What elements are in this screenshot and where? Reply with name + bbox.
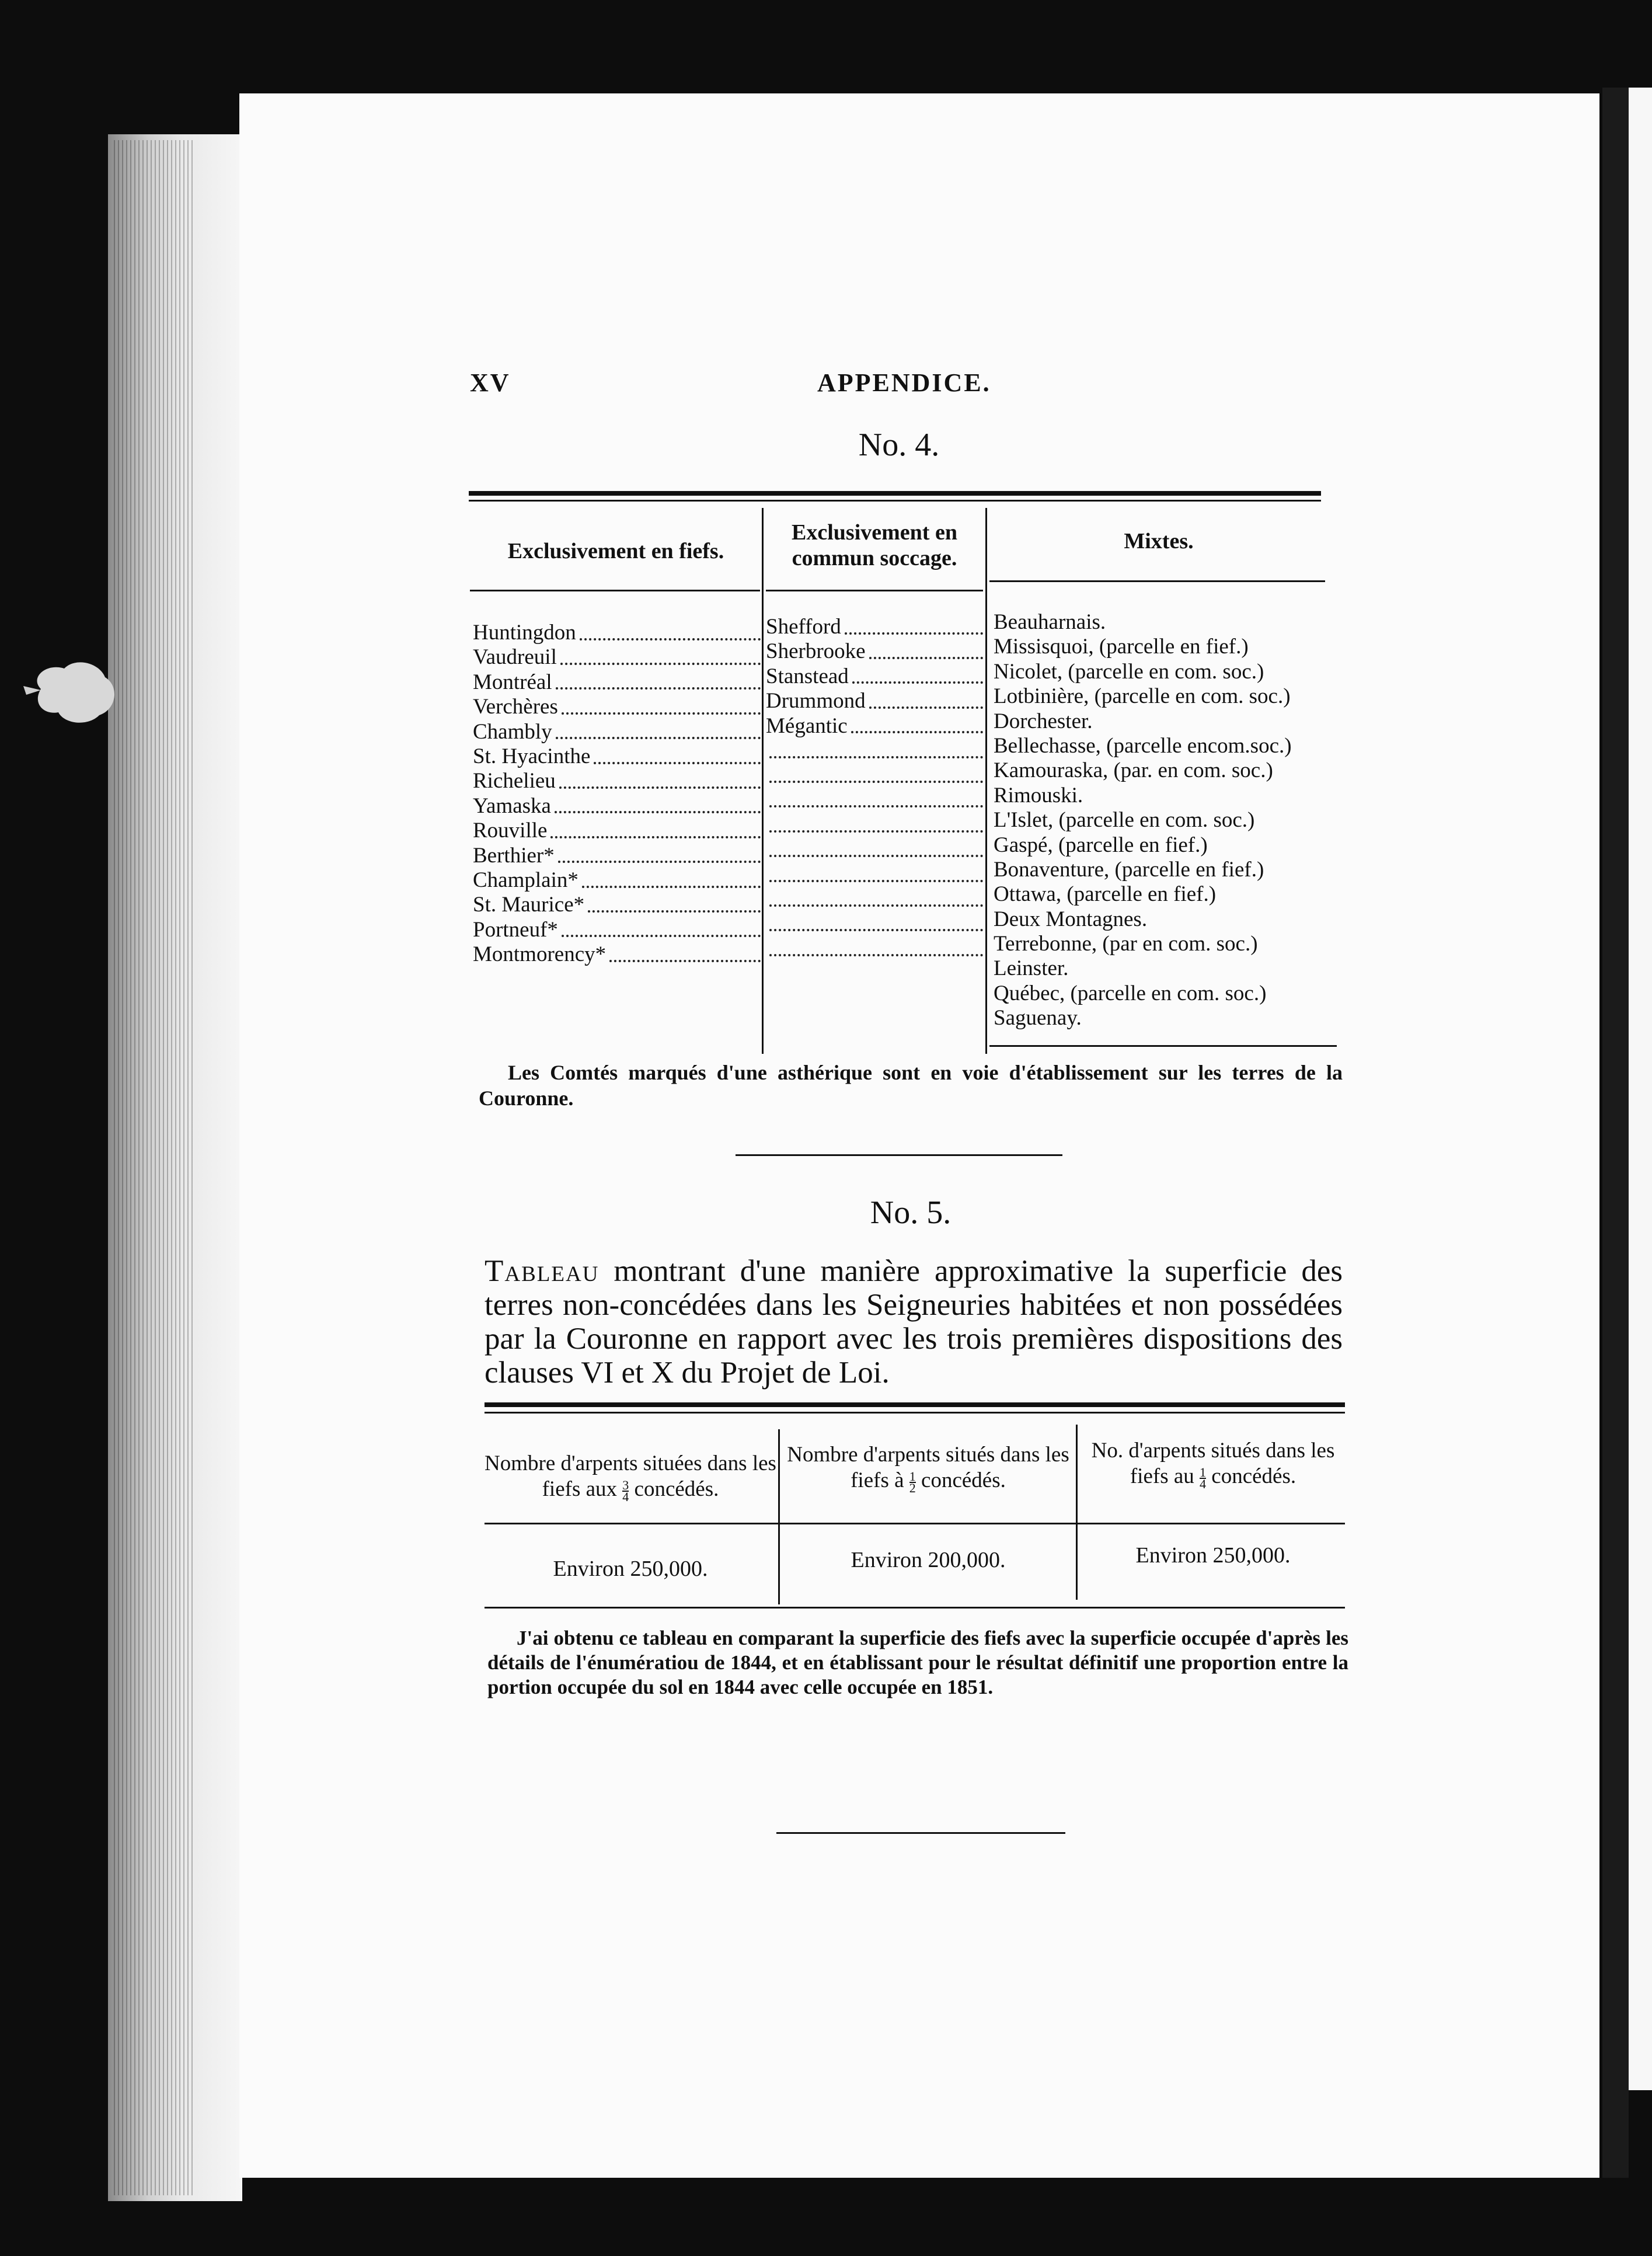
list-item-label: Montmorency* — [473, 942, 607, 967]
running-header: APPENDICE. — [817, 368, 991, 397]
list-item-label: Deux Montagnes. — [994, 907, 1148, 931]
leader-dots — [869, 656, 983, 659]
list-item — [994, 1006, 1338, 1030]
list-item — [994, 709, 1338, 734]
frac-den: 4 — [1200, 1476, 1207, 1491]
t5-col2-text: Nombre d'arpents situés dans les fiefs à — [787, 1443, 1069, 1492]
list-item-label: Kamouraska, (par. en com. soc.) — [994, 758, 1273, 783]
list-item — [473, 893, 761, 917]
list-item-label: L'Islet, (parcelle en com. soc.) — [994, 808, 1255, 833]
list-item — [766, 813, 983, 837]
no5-caption — [485, 1254, 1343, 1390]
table4-head-rule-1 — [470, 590, 760, 591]
no5-caption-rest: montrant d'une manière approximative la superficie des terres non-concédées dans les Seigneuries habitées et non possédées par la Couronne en rapport avec les trois premières dispositions des clauses VI et X du Projet de Loi. — [485, 1254, 1343, 1390]
leader-dots — [769, 756, 983, 758]
leader-dots — [582, 885, 761, 888]
list-item — [994, 734, 1338, 758]
table5-top-rule-thin — [485, 1412, 1345, 1414]
list-item — [994, 610, 1338, 635]
list-item-label: Bonaventure, (parcelle en fief.) — [994, 857, 1264, 882]
paper-blot — [23, 654, 123, 730]
list-item — [994, 932, 1338, 956]
list-item — [766, 862, 983, 887]
leader-dots — [769, 854, 983, 857]
list-item-label: Lotbinière, (parcelle en com. soc.) — [994, 684, 1291, 709]
leader-dots — [769, 953, 983, 956]
document-page — [239, 93, 1599, 2178]
list-item — [766, 838, 983, 862]
leader-dots — [580, 638, 761, 640]
fraction-one-quarter — [1200, 1464, 1207, 1491]
list-item — [994, 758, 1338, 783]
section-divider-1 — [736, 1154, 1062, 1156]
list-item — [766, 739, 983, 763]
frac-den: 4 — [622, 1489, 629, 1504]
list-item-label: Rimouski. — [994, 783, 1083, 807]
list-item — [473, 720, 761, 744]
list-item — [473, 918, 761, 942]
t5-col3-tail: concédés. — [1211, 1464, 1296, 1488]
leader-dots — [594, 761, 761, 764]
frac-num: 3 — [622, 1477, 629, 1492]
leader-dots — [769, 904, 983, 907]
section-title-no5 — [788, 1194, 1033, 1231]
list-item — [766, 887, 983, 911]
list-item — [473, 942, 761, 967]
t5-col1-tail: concédés. — [634, 1477, 719, 1501]
list-item — [473, 794, 761, 819]
list-item — [994, 858, 1338, 882]
list-item-label: Verchères — [473, 695, 558, 719]
list-item-label: Dorchester. — [994, 709, 1093, 733]
leader-dots — [852, 681, 983, 684]
list-item — [994, 833, 1338, 858]
list-item — [994, 635, 1338, 659]
list-item-label: Huntingdon — [473, 621, 576, 645]
frac-num: 1 — [1200, 1464, 1207, 1479]
table5-col-divider-2 — [1076, 1425, 1078, 1600]
list-item — [994, 808, 1338, 833]
col-head-soccage: Exclusivement en commun soccage. — [792, 520, 957, 570]
list-item — [473, 621, 761, 645]
leader-dots — [555, 810, 761, 813]
list-item-label: Ottawa, (parcelle en fief.) — [994, 882, 1217, 907]
leader-dots — [556, 736, 761, 739]
leader-dots — [869, 706, 983, 709]
no5-caption-lead: Tableau — [485, 1254, 600, 1288]
list-item — [994, 660, 1338, 684]
list-item — [994, 981, 1338, 1006]
list-item-label: Nicolet, (parcelle en com. soc.) — [994, 659, 1264, 684]
t5-col2-tail: concédés. — [921, 1468, 1006, 1492]
list-item — [766, 615, 983, 639]
list-item — [766, 664, 983, 689]
table4-col-divider-1 — [762, 508, 764, 1054]
t5-col-head-2 — [782, 1442, 1074, 1493]
table4-top-rule-thin — [469, 500, 1321, 502]
list-item — [994, 907, 1338, 932]
list-item-label: Terrebonne, (par en com. soc.) — [994, 932, 1258, 956]
list-item-label: Gaspé, (parcelle en fief.) — [994, 833, 1208, 857]
table5-bottom-rule — [485, 1607, 1345, 1609]
page-gutter — [1602, 88, 1629, 2178]
list-item-label: Yamaska — [473, 793, 551, 818]
list-item-label: St. Maurice* — [473, 893, 585, 917]
list-item — [473, 695, 761, 719]
table4-bottom-rule — [989, 1045, 1337, 1047]
list-item-label: Leinster. — [994, 956, 1069, 981]
leader-dots — [769, 830, 983, 833]
table5-top-rule — [485, 1402, 1345, 1407]
list-item-label: St. Hyacinthe — [473, 744, 591, 768]
list-item — [473, 868, 761, 893]
list-item-label: Champlain* — [473, 868, 578, 892]
no5-footnote: J'ai obtenu ce tableau en comparant la superficie des fiefs avec la superficie occupée d'après les détails de l'énumératiou de 1844, et en établissant pour le résultat définitif une proportion entre la portion occupée du sol en 1844 avec celle occupée en 1851. — [487, 1627, 1348, 1698]
t5-value-2: Environ 200,000. — [851, 1548, 1006, 1572]
table4-top-rule — [469, 491, 1321, 496]
list-item-label: Stanstead — [766, 664, 849, 688]
list-item — [473, 645, 761, 670]
leader-dots — [845, 632, 983, 635]
list-item-label: Rouville — [473, 819, 548, 843]
list-item — [473, 769, 761, 793]
t5-col-head-3 — [1079, 1438, 1347, 1489]
table4-head-rule-2 — [766, 590, 983, 591]
list-item — [994, 684, 1338, 709]
list-item-label: Drummond — [766, 689, 866, 713]
list-item — [473, 844, 761, 868]
list-item-label: Québec, (parcelle en com. soc.) — [994, 981, 1267, 1005]
section-title-no5-text: No. 5. — [870, 1195, 952, 1231]
list-item — [766, 763, 983, 788]
list-item-label: Shefford — [766, 615, 841, 639]
table4-head-rule-3 — [989, 580, 1325, 582]
leader-dots — [560, 662, 761, 665]
t5-value-1: Environ 250,000. — [553, 1557, 708, 1581]
frac-num: 1 — [909, 1468, 916, 1484]
section-divider-2 — [776, 1832, 1065, 1834]
page-number: XV — [470, 368, 511, 397]
list-item-label: Bellechasse, (parcelle encom.soc.) — [994, 733, 1292, 758]
list-item-label: Saguenay. — [994, 1006, 1082, 1030]
leader-dots — [769, 928, 983, 931]
list-item — [766, 936, 983, 961]
list-item — [473, 819, 761, 843]
leader-dots — [562, 934, 761, 937]
frac-den: 2 — [909, 1480, 916, 1495]
no4-footnote: Les Comtés marqués d'une asthérique sont en voie d'établissement sur les terres de la Couronne. — [479, 1061, 1343, 1110]
leader-dots — [556, 687, 761, 690]
list-item — [994, 882, 1338, 907]
leader-dots — [550, 835, 761, 838]
col-head-mixtes: Mixtes. — [1124, 529, 1194, 553]
list-item — [994, 784, 1338, 808]
list-item-label: Portneuf* — [473, 917, 558, 942]
list-item — [473, 670, 761, 695]
list-item — [766, 689, 983, 713]
section-title-no4: No. 4. — [858, 427, 940, 463]
t5-col3-text: No. d'arpents situés dans les fiefs au — [1091, 1439, 1335, 1488]
fraction-one-half — [909, 1468, 916, 1495]
list-item — [766, 714, 983, 739]
list-item-label: Montréal — [473, 670, 552, 694]
t5-col1-text: Nombre d'arpents situées dans les fiefs aux — [485, 1451, 776, 1501]
list-item-label: Sherbrooke — [766, 639, 866, 664]
leader-dots — [609, 959, 761, 962]
table4-col-divider-2 — [985, 508, 987, 1054]
list-soccage — [766, 615, 983, 961]
table5-head-rule — [485, 1523, 1345, 1524]
book-edge-pages — [114, 140, 196, 2195]
list-item-label: Richelieu — [473, 769, 556, 793]
list-item — [994, 956, 1338, 981]
facing-page-edge — [1629, 88, 1652, 2090]
list-mixtes — [994, 610, 1338, 1031]
leader-dots — [562, 712, 761, 715]
list-item-label: Mégantic — [766, 713, 848, 738]
t5-value-3: Environ 250,000. — [1135, 1543, 1291, 1568]
list-item-label: Missisquoi, (parcelle en fief.) — [994, 635, 1249, 659]
leader-dots — [769, 780, 983, 783]
list-item-label: Beauharnais. — [994, 610, 1106, 634]
list-item — [473, 744, 761, 769]
list-item — [766, 639, 983, 664]
list-item — [766, 788, 983, 813]
list-fiefs — [473, 621, 761, 967]
t5-col-head-1 — [485, 1451, 776, 1502]
list-item — [766, 912, 983, 936]
col-head-fiefs: Exclusivement en fiefs. — [507, 539, 724, 563]
leader-dots — [559, 786, 761, 789]
fraction-three-quarters — [622, 1477, 629, 1504]
table5-col-divider-1 — [778, 1429, 780, 1604]
leader-dots — [558, 860, 761, 863]
list-item-label: Chambly — [473, 719, 552, 744]
leader-dots — [588, 910, 761, 913]
list-item-label: Berthier* — [473, 843, 555, 868]
leader-dots — [769, 805, 983, 807]
leader-dots — [769, 879, 983, 882]
leader-dots — [851, 730, 983, 733]
list-item-label: Vaudreuil — [473, 645, 557, 670]
